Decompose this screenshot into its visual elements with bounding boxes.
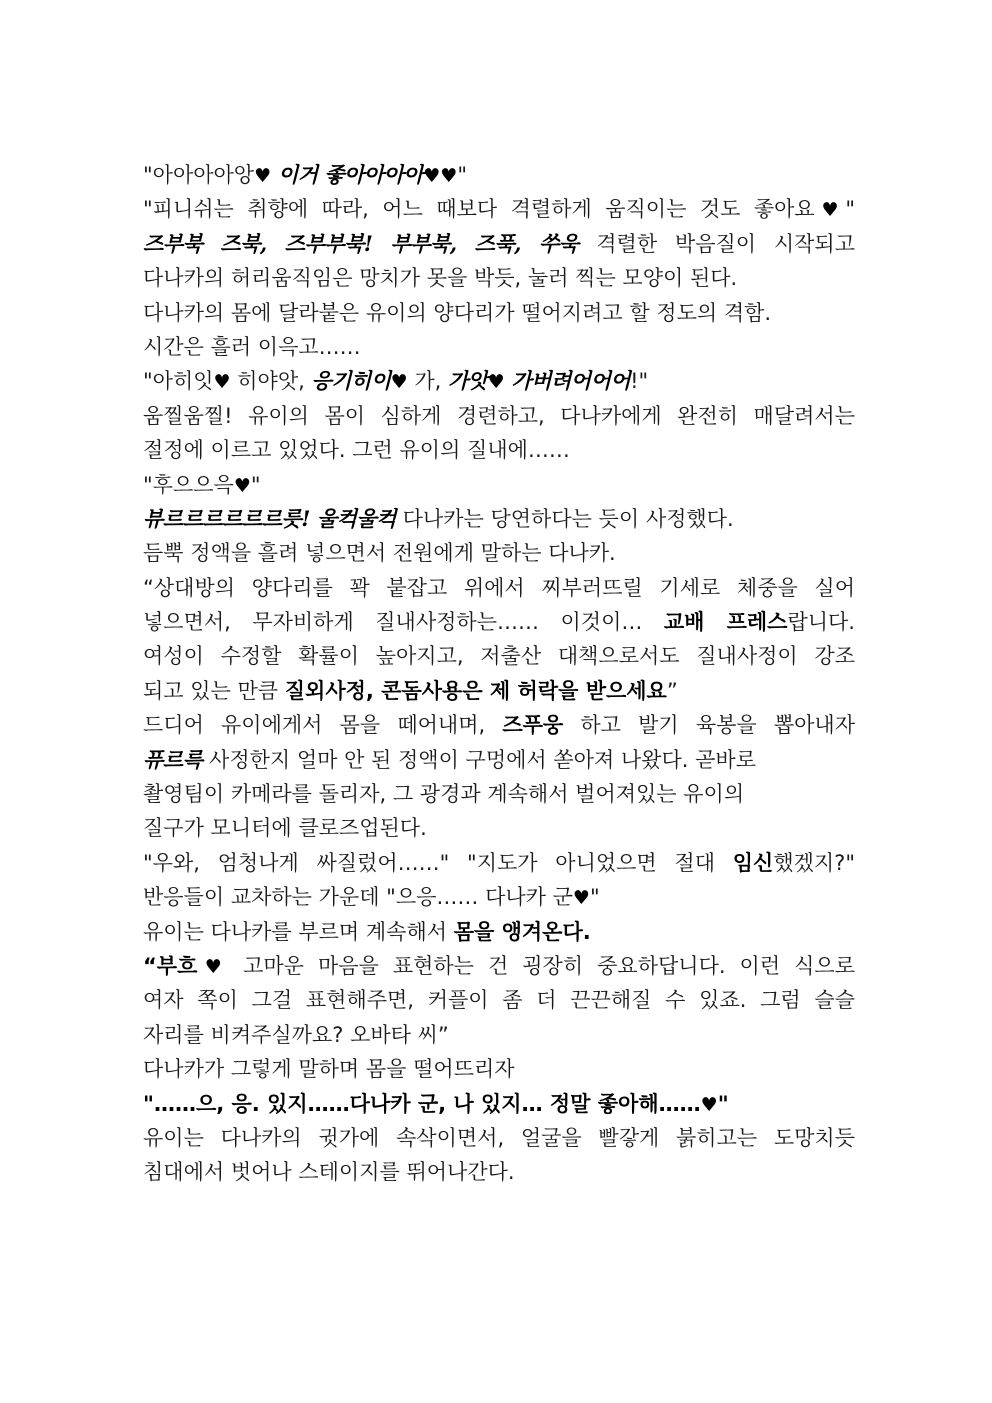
text-segment: 촬영팀이 카메라를 돌리자, 그 광경과 계속해서 벌어져있는 유이의 [143,782,745,807]
text-segment: "피니쉬는 취향에 따라, 어느 때보다 격렬하게 움직이는 것도 좋아요 [143,197,815,222]
text-line [143,399,855,433]
text-segment: 했겠지?" [773,850,855,875]
text-segment: !" [630,369,649,394]
text-line [143,915,855,949]
text-segment: 자리를 비켜주실까요? 오바타 씨” [143,1022,449,1047]
text-segment: 시간은 흘러 이윽고…… [143,334,361,359]
text-line [143,261,855,295]
text-line [143,227,855,261]
text-segment: 절정에 이르고 있었다. 그런 유이의 질내에…… [143,438,570,463]
heart-icon: ♥ [390,371,408,394]
text-line [143,1052,855,1086]
text-segment: 드디어 유이에게서 몸을 떼어내며, [143,713,503,738]
text-line [143,433,855,467]
text-segment: "후으으윽 [143,472,234,497]
text-segment: 질구가 모니터에 클로즈업된다. [143,816,427,841]
text-line [143,1155,855,1189]
text-segment: 여자 쪽이 그걸 표현해주면, 커플이 좀 더 끈끈해질 수 있죠. 그럼 슬슬 [143,988,855,1013]
text-segment: " [845,197,855,222]
text-segment: 반응들이 교차하는 가운데 "으응…… 다나카 군 [143,885,573,910]
text-line [143,192,855,226]
text-line [143,880,855,914]
emphasis-text: 임신 [732,850,774,875]
text-segment: 랍니다. [787,610,855,635]
text-segment: " [457,163,468,187]
emphasis-text: 교배 프레스 [663,610,788,635]
heart-icon: ♥ [254,165,272,187]
text-line [143,502,855,536]
emphasis-text: " [717,1091,729,1116]
text-line [143,639,855,673]
text-line [143,1121,855,1155]
text-segment: " [250,472,261,497]
text-segment: 사정한지 얼마 안 된 정액이 구멍에서 쏟아져 나왔다. 곧바로 [202,747,756,772]
text-segment: 하고 발기 육봉을 뽑아내자 [563,713,855,738]
text-segment: 듬뿍 정액을 흘려 넣으면서 전원에게 말하는 다나카. [143,541,616,566]
text-segment: 격렬한 박음질이 시작되고 [578,231,856,256]
emphasis-text: "……으, 응. 있지……다나카 군, 나 있지… 정말 좋아해…… [143,1091,701,1116]
heart-icon: ♥ [213,371,231,394]
sound-effect-text: 응기히이 [311,368,391,394]
heart-icon: ♥ [197,955,230,978]
text-line [143,846,855,880]
text-line [143,983,855,1017]
emphasis-text: 몸을 앵겨온다. [453,919,591,944]
text-line [143,605,855,639]
text-segment: 다나카의 허리움직임은 망치가 못을 박듯, 눌러 찍는 모양이 된다. [143,266,738,291]
sound-effect-text: 뷰르르르르르르릇! 울컥울컥 [143,505,396,531]
text-line [143,1018,855,1052]
text-segment: 넣으면서, 무자비하게 질내사정하는…… 이것이… [143,610,664,635]
text-segment: "우와, 엄청나게 싸질렀어……" "지도가 아니었으면 절대 [143,850,733,875]
text-segment: 유이는 다나카의 귓가에 속삭이면서, 얼굴을 빨갛게 붉히고는 도망치듯 [143,1125,855,1150]
text-segment: “상대방의 양다리를 꽉 붙잡고 위에서 찌부러뜨릴 기세로 체중을 실어 [143,575,855,600]
text-segment: 유이는 다나카를 부르며 계속해서 [143,919,454,944]
text-segment: " [589,885,600,910]
text-line [143,296,855,330]
heart-icon: ♥ [814,199,846,222]
body-text [143,158,855,1190]
text-segment: 다나카는 당연하다는 듯이 사정했다. [395,506,734,531]
text-line [143,364,855,398]
text-line [143,330,855,364]
text-line [143,743,855,777]
text-line [143,811,855,845]
text-segment: 여성이 수정할 확률이 높아지고, 저출산 대책으로서도 질내사정이 강조 [143,644,855,669]
heart-icon: ♥♥ [423,165,458,187]
sound-effect-text: 이거 좋아아아아 [271,162,424,187]
heart-icon: ♥ [233,474,251,497]
text-segment: 가, [407,369,448,394]
text-segment: 다나카가 그렇게 말하며 몸을 떨어뜨리자 [143,1057,515,1082]
heart-icon: ♥ [700,1093,718,1116]
heart-icon: ♥ [572,887,590,910]
text-segment: "아아아아앙 [143,163,255,187]
text-segment: "아히잇 [143,369,214,394]
text-segment: 침대에서 벗어나 스테이지를 뛰어나간다. [143,1160,515,1185]
sound-effect-text: 즈부북 즈북, 즈부부북! 부부북, 즈푹, 쑤욱 [143,230,579,256]
sound-effect-text: 가버려어어어 [504,368,631,394]
text-segment: ” [666,678,678,703]
text-line [143,1087,855,1121]
emphasis-text: 즈푸웅 [502,713,564,738]
sound-effect-text: 퓨르륵 [143,746,203,772]
text-line [143,468,855,502]
text-segment: 고마운 마음을 표현하는 건 굉장히 중요하답니다. 이런 식으로 [229,953,855,978]
text-line [143,571,855,605]
text-segment: 움찔움찔! 유이의 몸이 심하게 경련하고, 다나카에게 완전히 매달려서는 [143,403,855,428]
emphasis-text: 질외사정, 콘돔사용은 제 허락을 받으세요 [284,678,667,703]
text-line [143,158,855,192]
text-line [143,949,855,983]
text-segment: 되고 있는 만큼 [143,678,285,703]
text-segment: 히야앗, [230,369,312,394]
text-line [143,777,855,811]
emphasis-text: “부흐 [143,953,198,978]
sound-effect-text: 가앗 [447,368,488,394]
text-line [143,536,855,570]
text-segment: 다나카의 몸에 달라붙은 유이의 양다리가 떨어지려고 할 정도의 격함. [143,300,772,325]
heart-icon: ♥ [487,371,505,394]
text-line [143,708,855,742]
text-line [143,674,855,708]
